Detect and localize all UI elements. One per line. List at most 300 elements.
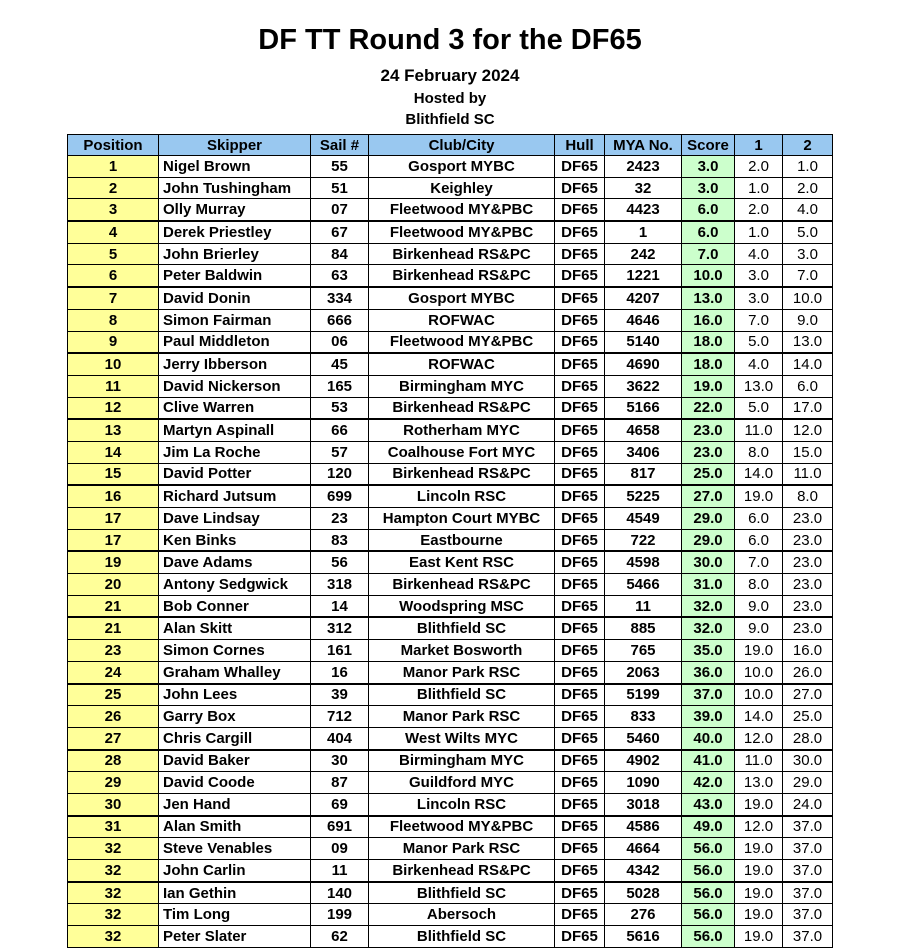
skipper-cell: John Lees (159, 684, 311, 706)
hull-cell: DF65 (555, 156, 605, 178)
club-cell: Rotherham MYC (369, 419, 555, 441)
position-cell: 32 (68, 860, 159, 882)
hull-cell: DF65 (555, 750, 605, 772)
position-cell: 32 (68, 882, 159, 904)
hull-cell: DF65 (555, 617, 605, 639)
table-row (68, 177, 833, 199)
sail-number-cell: 666 (311, 309, 369, 331)
score-cell: 6.0 (682, 199, 735, 221)
skipper-cell: David Coode (159, 772, 311, 794)
skipper-cell: Ken Binks (159, 529, 311, 551)
sail-number-cell: 14 (311, 595, 369, 617)
score-cell: 22.0 (682, 397, 735, 419)
race-2-cell: 16.0 (783, 640, 833, 662)
race-1-cell: 3.0 (735, 265, 783, 287)
skipper-cell: Peter Baldwin (159, 265, 311, 287)
club-cell: Fleetwood MY&PBC (369, 199, 555, 221)
mya-number-cell: 276 (605, 904, 682, 926)
race-1-cell: 12.0 (735, 727, 783, 749)
club-cell: Hampton Court MYBC (369, 508, 555, 530)
skipper-cell: Richard Jutsum (159, 485, 311, 507)
race-1-cell: 12.0 (735, 816, 783, 838)
hull-cell: DF65 (555, 243, 605, 265)
race-1-cell: 5.0 (735, 397, 783, 419)
race-2-cell: 37.0 (783, 838, 833, 860)
skipper-cell: Nigel Brown (159, 156, 311, 178)
score-cell: 19.0 (682, 375, 735, 397)
race-1-cell: 3.0 (735, 287, 783, 309)
score-cell: 18.0 (682, 331, 735, 353)
mya-number-cell: 5166 (605, 397, 682, 419)
hull-cell: DF65 (555, 353, 605, 375)
score-cell: 56.0 (682, 904, 735, 926)
club-cell: Fleetwood MY&PBC (369, 816, 555, 838)
position-cell: 21 (68, 595, 159, 617)
race-2-cell: 13.0 (783, 331, 833, 353)
table-row (68, 661, 833, 683)
club-cell: Keighley (369, 177, 555, 199)
mya-number-cell: 817 (605, 463, 682, 485)
race-2-cell: 11.0 (783, 463, 833, 485)
hull-cell: DF65 (555, 882, 605, 904)
race-1-cell: 11.0 (735, 419, 783, 441)
col-header-sail: Sail # (311, 135, 369, 156)
mya-number-cell: 4902 (605, 750, 682, 772)
sail-number-cell: 83 (311, 529, 369, 551)
score-cell: 49.0 (682, 816, 735, 838)
position-cell: 3 (68, 199, 159, 221)
position-cell: 31 (68, 816, 159, 838)
race-1-cell: 7.0 (735, 309, 783, 331)
sail-number-cell: 09 (311, 838, 369, 860)
race-1-cell: 10.0 (735, 684, 783, 706)
race-2-cell: 1.0 (783, 156, 833, 178)
score-cell: 36.0 (682, 661, 735, 683)
race-2-cell: 23.0 (783, 595, 833, 617)
score-cell: 43.0 (682, 793, 735, 815)
club-cell: Lincoln RSC (369, 793, 555, 815)
race-1-cell: 2.0 (735, 199, 783, 221)
race-1-cell: 6.0 (735, 529, 783, 551)
mya-number-cell: 4549 (605, 508, 682, 530)
skipper-cell: Dave Lindsay (159, 508, 311, 530)
position-cell: 25 (68, 684, 159, 706)
hull-cell: DF65 (555, 485, 605, 507)
race-1-cell: 8.0 (735, 441, 783, 463)
table-row (68, 838, 833, 860)
table-row (68, 156, 833, 178)
race-2-cell: 23.0 (783, 551, 833, 573)
club-cell: Birmingham MYC (369, 750, 555, 772)
sail-number-cell: 334 (311, 287, 369, 309)
club-cell: Manor Park RSC (369, 661, 555, 683)
mya-number-cell: 4690 (605, 353, 682, 375)
score-cell: 31.0 (682, 574, 735, 596)
race-1-cell: 19.0 (735, 926, 783, 948)
race-2-cell: 2.0 (783, 177, 833, 199)
position-cell: 24 (68, 661, 159, 683)
sail-number-cell: 161 (311, 640, 369, 662)
position-cell: 27 (68, 727, 159, 749)
results-body (68, 156, 833, 948)
table-row (68, 508, 833, 530)
hull-cell: DF65 (555, 508, 605, 530)
score-cell: 18.0 (682, 353, 735, 375)
sail-number-cell: 312 (311, 617, 369, 639)
club-cell: Blithfield SC (369, 882, 555, 904)
race-2-cell: 5.0 (783, 221, 833, 243)
col-header-race-2: 2 (783, 135, 833, 156)
mya-number-cell: 242 (605, 243, 682, 265)
hull-cell: DF65 (555, 860, 605, 882)
race-1-cell: 13.0 (735, 772, 783, 794)
skipper-cell: Chris Cargill (159, 727, 311, 749)
score-cell: 42.0 (682, 772, 735, 794)
mya-number-cell: 2063 (605, 661, 682, 683)
position-cell: 21 (68, 617, 159, 639)
race-2-cell: 17.0 (783, 397, 833, 419)
score-cell: 23.0 (682, 419, 735, 441)
skipper-cell: Jerry Ibberson (159, 353, 311, 375)
score-cell: 3.0 (682, 156, 735, 178)
mya-number-cell: 4664 (605, 838, 682, 860)
race-1-cell: 2.0 (735, 156, 783, 178)
sail-number-cell: 699 (311, 485, 369, 507)
score-cell: 32.0 (682, 595, 735, 617)
mya-number-cell: 4207 (605, 287, 682, 309)
mya-number-cell: 722 (605, 529, 682, 551)
col-header-skipper: Skipper (159, 135, 311, 156)
race-1-cell: 7.0 (735, 551, 783, 573)
race-1-cell: 4.0 (735, 353, 783, 375)
sail-number-cell: 691 (311, 816, 369, 838)
race-2-cell: 12.0 (783, 419, 833, 441)
race-2-cell: 23.0 (783, 617, 833, 639)
mya-number-cell: 4342 (605, 860, 682, 882)
table-row (68, 551, 833, 573)
col-header-club: Club/City (369, 135, 555, 156)
club-cell: Birkenhead RS&PC (369, 265, 555, 287)
sail-number-cell: 11 (311, 860, 369, 882)
mya-number-cell: 32 (605, 177, 682, 199)
position-cell: 32 (68, 904, 159, 926)
race-2-cell: 10.0 (783, 287, 833, 309)
sail-number-cell: 62 (311, 926, 369, 948)
table-row (68, 595, 833, 617)
club-cell: Woodspring MSC (369, 595, 555, 617)
mya-number-cell: 4598 (605, 551, 682, 573)
table-row (68, 199, 833, 221)
skipper-cell: Bob Conner (159, 595, 311, 617)
hull-cell: DF65 (555, 574, 605, 596)
score-cell: 7.0 (682, 243, 735, 265)
score-cell: 10.0 (682, 265, 735, 287)
mya-number-cell: 1 (605, 221, 682, 243)
mya-number-cell: 3018 (605, 793, 682, 815)
mya-number-cell: 5140 (605, 331, 682, 353)
mya-number-cell: 4586 (605, 816, 682, 838)
mya-number-cell: 833 (605, 706, 682, 728)
sail-number-cell: 16 (311, 661, 369, 683)
position-cell: 17 (68, 508, 159, 530)
score-cell: 56.0 (682, 860, 735, 882)
race-2-cell: 26.0 (783, 661, 833, 683)
sail-number-cell: 45 (311, 353, 369, 375)
position-cell: 4 (68, 221, 159, 243)
race-1-cell: 1.0 (735, 221, 783, 243)
position-cell: 19 (68, 551, 159, 573)
hull-cell: DF65 (555, 199, 605, 221)
score-cell: 30.0 (682, 551, 735, 573)
race-1-cell: 19.0 (735, 793, 783, 815)
club-cell: Fleetwood MY&PBC (369, 221, 555, 243)
position-cell: 23 (68, 640, 159, 662)
score-cell: 25.0 (682, 463, 735, 485)
race-1-cell: 4.0 (735, 243, 783, 265)
sail-number-cell: 712 (311, 706, 369, 728)
mya-number-cell: 765 (605, 640, 682, 662)
race-2-cell: 30.0 (783, 750, 833, 772)
race-2-cell: 23.0 (783, 508, 833, 530)
skipper-cell: Olly Murray (159, 199, 311, 221)
table-row (68, 750, 833, 772)
club-cell: Coalhouse Fort MYC (369, 441, 555, 463)
skipper-cell: John Carlin (159, 860, 311, 882)
sail-number-cell: 120 (311, 463, 369, 485)
hull-cell: DF65 (555, 684, 605, 706)
hull-cell: DF65 (555, 397, 605, 419)
skipper-cell: John Brierley (159, 243, 311, 265)
skipper-cell: Jen Hand (159, 793, 311, 815)
race-2-cell: 37.0 (783, 926, 833, 948)
hull-cell: DF65 (555, 706, 605, 728)
skipper-cell: Martyn Aspinall (159, 419, 311, 441)
col-header-position: Position (68, 135, 159, 156)
score-cell: 29.0 (682, 508, 735, 530)
race-1-cell: 8.0 (735, 574, 783, 596)
hull-cell: DF65 (555, 177, 605, 199)
score-cell: 41.0 (682, 750, 735, 772)
table-row (68, 375, 833, 397)
sail-number-cell: 63 (311, 265, 369, 287)
score-cell: 6.0 (682, 221, 735, 243)
score-cell: 35.0 (682, 640, 735, 662)
skipper-cell: Derek Priestley (159, 221, 311, 243)
skipper-cell: Tim Long (159, 904, 311, 926)
mya-number-cell: 5466 (605, 574, 682, 596)
position-cell: 17 (68, 529, 159, 551)
race-1-cell: 19.0 (735, 882, 783, 904)
sail-number-cell: 67 (311, 221, 369, 243)
score-cell: 56.0 (682, 882, 735, 904)
skipper-cell: Peter Slater (159, 926, 311, 948)
table-row (68, 772, 833, 794)
sail-number-cell: 53 (311, 397, 369, 419)
mya-number-cell: 5225 (605, 485, 682, 507)
table-row (68, 441, 833, 463)
mya-number-cell: 4423 (605, 199, 682, 221)
table-row (68, 706, 833, 728)
race-2-cell: 37.0 (783, 860, 833, 882)
position-cell: 10 (68, 353, 159, 375)
club-cell: West Wilts MYC (369, 727, 555, 749)
race-2-cell: 23.0 (783, 574, 833, 596)
sail-number-cell: 84 (311, 243, 369, 265)
table-row (68, 904, 833, 926)
score-cell: 32.0 (682, 617, 735, 639)
position-cell: 5 (68, 243, 159, 265)
position-cell: 7 (68, 287, 159, 309)
table-row (68, 529, 833, 551)
score-cell: 23.0 (682, 441, 735, 463)
skipper-cell: David Nickerson (159, 375, 311, 397)
skipper-cell: Simon Fairman (159, 309, 311, 331)
sail-number-cell: 06 (311, 331, 369, 353)
mya-number-cell: 5199 (605, 684, 682, 706)
table-row (68, 397, 833, 419)
mya-number-cell: 1090 (605, 772, 682, 794)
score-cell: 29.0 (682, 529, 735, 551)
table-row (68, 684, 833, 706)
hull-cell: DF65 (555, 287, 605, 309)
race-2-cell: 6.0 (783, 375, 833, 397)
sail-number-cell: 165 (311, 375, 369, 397)
skipper-cell: Graham Whalley (159, 661, 311, 683)
mya-number-cell: 885 (605, 617, 682, 639)
hull-cell: DF65 (555, 772, 605, 794)
score-cell: 16.0 (682, 309, 735, 331)
race-2-cell: 8.0 (783, 485, 833, 507)
table-row (68, 309, 833, 331)
hull-cell: DF65 (555, 595, 605, 617)
skipper-cell: Clive Warren (159, 397, 311, 419)
hull-cell: DF65 (555, 331, 605, 353)
skipper-cell: John Tushingham (159, 177, 311, 199)
hull-cell: DF65 (555, 640, 605, 662)
mya-number-cell: 3406 (605, 441, 682, 463)
race-2-cell: 29.0 (783, 772, 833, 794)
table-row (68, 617, 833, 639)
race-2-cell: 3.0 (783, 243, 833, 265)
club-cell: Manor Park RSC (369, 838, 555, 860)
skipper-cell: Paul Middleton (159, 331, 311, 353)
position-cell: 30 (68, 793, 159, 815)
position-cell: 6 (68, 265, 159, 287)
club-cell: Abersoch (369, 904, 555, 926)
position-cell: 20 (68, 574, 159, 596)
sail-number-cell: 318 (311, 574, 369, 596)
skipper-cell: Alan Skitt (159, 617, 311, 639)
race-2-cell: 24.0 (783, 793, 833, 815)
skipper-cell: Garry Box (159, 706, 311, 728)
club-cell: Birkenhead RS&PC (369, 574, 555, 596)
club-cell: Birkenhead RS&PC (369, 243, 555, 265)
skipper-cell: Jim La Roche (159, 441, 311, 463)
skipper-cell: Steve Venables (159, 838, 311, 860)
position-cell: 13 (68, 419, 159, 441)
hull-cell: DF65 (555, 727, 605, 749)
col-header-mya: MYA No. (605, 135, 682, 156)
race-2-cell: 7.0 (783, 265, 833, 287)
sail-number-cell: 404 (311, 727, 369, 749)
race-2-cell: 25.0 (783, 706, 833, 728)
results-table (67, 134, 833, 948)
sail-number-cell: 23 (311, 508, 369, 530)
skipper-cell: Ian Gethin (159, 882, 311, 904)
club-cell: ROFWAC (369, 353, 555, 375)
table-row (68, 221, 833, 243)
race-1-cell: 1.0 (735, 177, 783, 199)
race-1-cell: 11.0 (735, 750, 783, 772)
score-cell: 13.0 (682, 287, 735, 309)
sail-number-cell: 51 (311, 177, 369, 199)
hull-cell: DF65 (555, 309, 605, 331)
mya-number-cell: 3622 (605, 375, 682, 397)
host-club: Blithfield SC (405, 111, 495, 128)
position-cell: 32 (68, 838, 159, 860)
position-cell: 32 (68, 926, 159, 948)
club-cell: Birkenhead RS&PC (369, 397, 555, 419)
score-cell: 27.0 (682, 485, 735, 507)
club-cell: East Kent RSC (369, 551, 555, 573)
race-2-cell: 4.0 (783, 199, 833, 221)
race-2-cell: 37.0 (783, 882, 833, 904)
race-2-cell: 37.0 (783, 816, 833, 838)
skipper-cell: David Donin (159, 287, 311, 309)
score-cell: 37.0 (682, 684, 735, 706)
table-row (68, 640, 833, 662)
sail-number-cell: 87 (311, 772, 369, 794)
table-row (68, 463, 833, 485)
mya-number-cell: 4646 (605, 309, 682, 331)
table-row (68, 574, 833, 596)
col-header-hull: Hull (555, 135, 605, 156)
position-cell: 26 (68, 706, 159, 728)
club-cell: Eastbourne (369, 529, 555, 551)
col-header-race-1: 1 (735, 135, 783, 156)
table-row (68, 793, 833, 815)
club-cell: Birkenhead RS&PC (369, 860, 555, 882)
race-1-cell: 19.0 (735, 485, 783, 507)
hull-cell: DF65 (555, 529, 605, 551)
skipper-cell: David Baker (159, 750, 311, 772)
sail-number-cell: 57 (311, 441, 369, 463)
mya-number-cell: 4658 (605, 419, 682, 441)
table-row (68, 882, 833, 904)
table-row (68, 331, 833, 353)
mya-number-cell: 5460 (605, 727, 682, 749)
skipper-cell: Antony Sedgwick (159, 574, 311, 596)
table-row (68, 353, 833, 375)
club-cell: Manor Park RSC (369, 706, 555, 728)
club-cell: ROFWAC (369, 309, 555, 331)
race-2-cell: 37.0 (783, 904, 833, 926)
hull-cell: DF65 (555, 441, 605, 463)
skipper-cell: Dave Adams (159, 551, 311, 573)
mya-number-cell: 2423 (605, 156, 682, 178)
score-cell: 56.0 (682, 838, 735, 860)
skipper-cell: Alan Smith (159, 816, 311, 838)
race-1-cell: 19.0 (735, 860, 783, 882)
position-cell: 11 (68, 375, 159, 397)
position-cell: 28 (68, 750, 159, 772)
event-date: 24 February 2024 (380, 66, 520, 85)
club-cell: Blithfield SC (369, 617, 555, 639)
race-1-cell: 10.0 (735, 661, 783, 683)
race-1-cell: 9.0 (735, 617, 783, 639)
club-cell: Blithfield SC (369, 684, 555, 706)
club-cell: Market Bosworth (369, 640, 555, 662)
